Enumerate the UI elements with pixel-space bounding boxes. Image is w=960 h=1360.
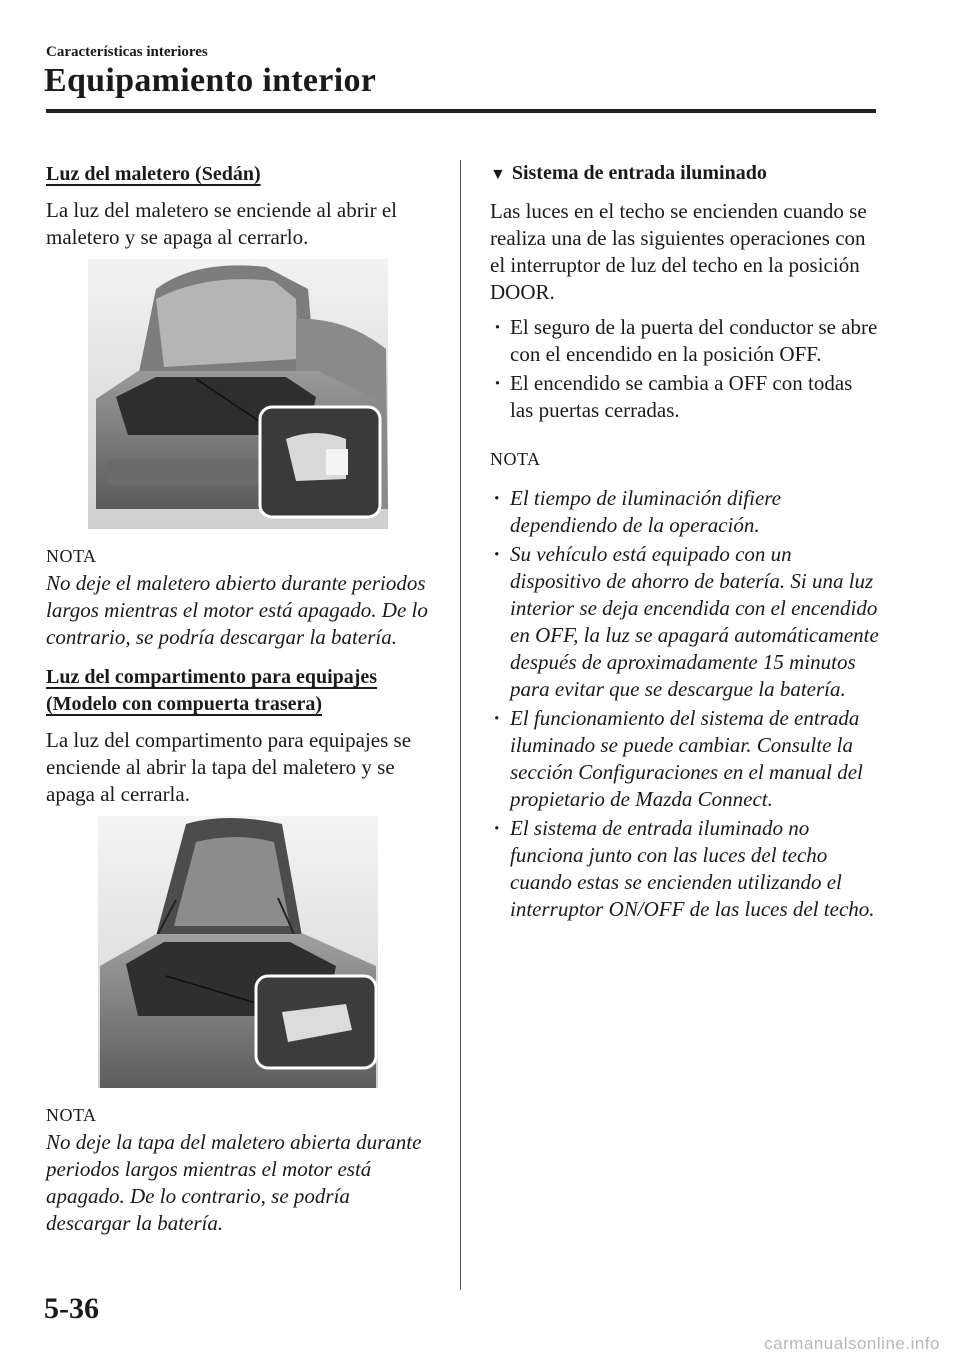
list-item: · El sistema de entrada iluminado no funciona junto con las luces del techo cuando estas se encienden utilizando el interruptor ON/OFF de las luces del techo. <box>490 815 880 923</box>
hatch-body: La luz del compartimento para equipajes se enciende al abrir la tapa del maletero y se apaga al cerrarla. <box>46 728 412 806</box>
footer-watermark-url: carmanualsonline.info <box>764 1334 940 1353</box>
sedan-trunk-photo <box>46 259 431 529</box>
page-number: 5-36 <box>44 1292 99 1325</box>
list-item: · El tiempo de iluminación difiere dependiendo de la operación. <box>490 485 880 539</box>
page-title: Equipamiento interior <box>44 62 377 99</box>
illuminated-entry-heading-text: Sistema de entrada iluminado <box>511 162 767 184</box>
sedan-section-heading-block <box>46 160 431 187</box>
left-column <box>46 160 431 1245</box>
sedan-heading: Luz del maletero (Sedán) <box>46 163 261 185</box>
header-rule <box>46 109 876 113</box>
hatch-heading-line2: (Modelo con compuerta trasera) <box>46 693 323 715</box>
illuminated-entry-conditions <box>490 314 880 424</box>
illuminated-entry-intro: Las luces en el techo se encienden cuando se realiza una de las siguientes operaciones con el interruptor de luz del techo en la posición DOOR. <box>490 199 867 304</box>
list-item: · El funcionamiento del sistema de entrada iluminado se puede cambiar. Consulte la sección Configuraciones en el manual del propietario de Mazda Connect. <box>490 705 880 813</box>
illuminated-entry-notes <box>490 485 880 923</box>
sedan-body: La luz del maletero se enciende al abrir el maletero y se apaga al cerrarlo. <box>46 198 397 249</box>
column-divider <box>460 160 461 1290</box>
breadcrumb: Características interiores <box>46 44 208 60</box>
sedan-nota-label: NOTA <box>46 546 97 566</box>
illuminated-entry-nota-label: NOTA <box>490 449 541 469</box>
hatch-nota-text: No deje la tapa del maletero abierta durante periodos largos mientras el motor está apagado. De lo contrario, se podría descargar la batería. <box>46 1130 422 1235</box>
hatch-trunk-photo <box>46 816 431 1088</box>
hatch-nota-label: NOTA <box>46 1105 97 1125</box>
hatch-heading-line1: Luz del compartimento para equipajes <box>46 666 378 688</box>
list-item: · Su vehículo está equipado con un dispositivo de ahorro de batería. Si una luz interior se deja encendida con el encendido en OFF, la luz se apagará automáticamente después de aproximadamente 15 minutos para evitar que se descargue la batería. <box>490 541 880 703</box>
sedan-nota-text: No deje el maletero abierto durante periodos largos mientras el motor está apagado. De lo contrario, se podría descargar la batería. <box>46 571 428 649</box>
right-column <box>490 160 880 925</box>
triangle-down-icon: ▼ <box>490 166 506 183</box>
list-item: · El encendido se cambia a OFF con todas las puertas cerradas. <box>490 370 880 424</box>
hatch-section-heading-block <box>46 663 431 717</box>
illuminated-entry-heading <box>490 160 880 188</box>
list-item: · El seguro de la puerta del conductor se abre con el encendido en la posición OFF. <box>490 314 880 368</box>
